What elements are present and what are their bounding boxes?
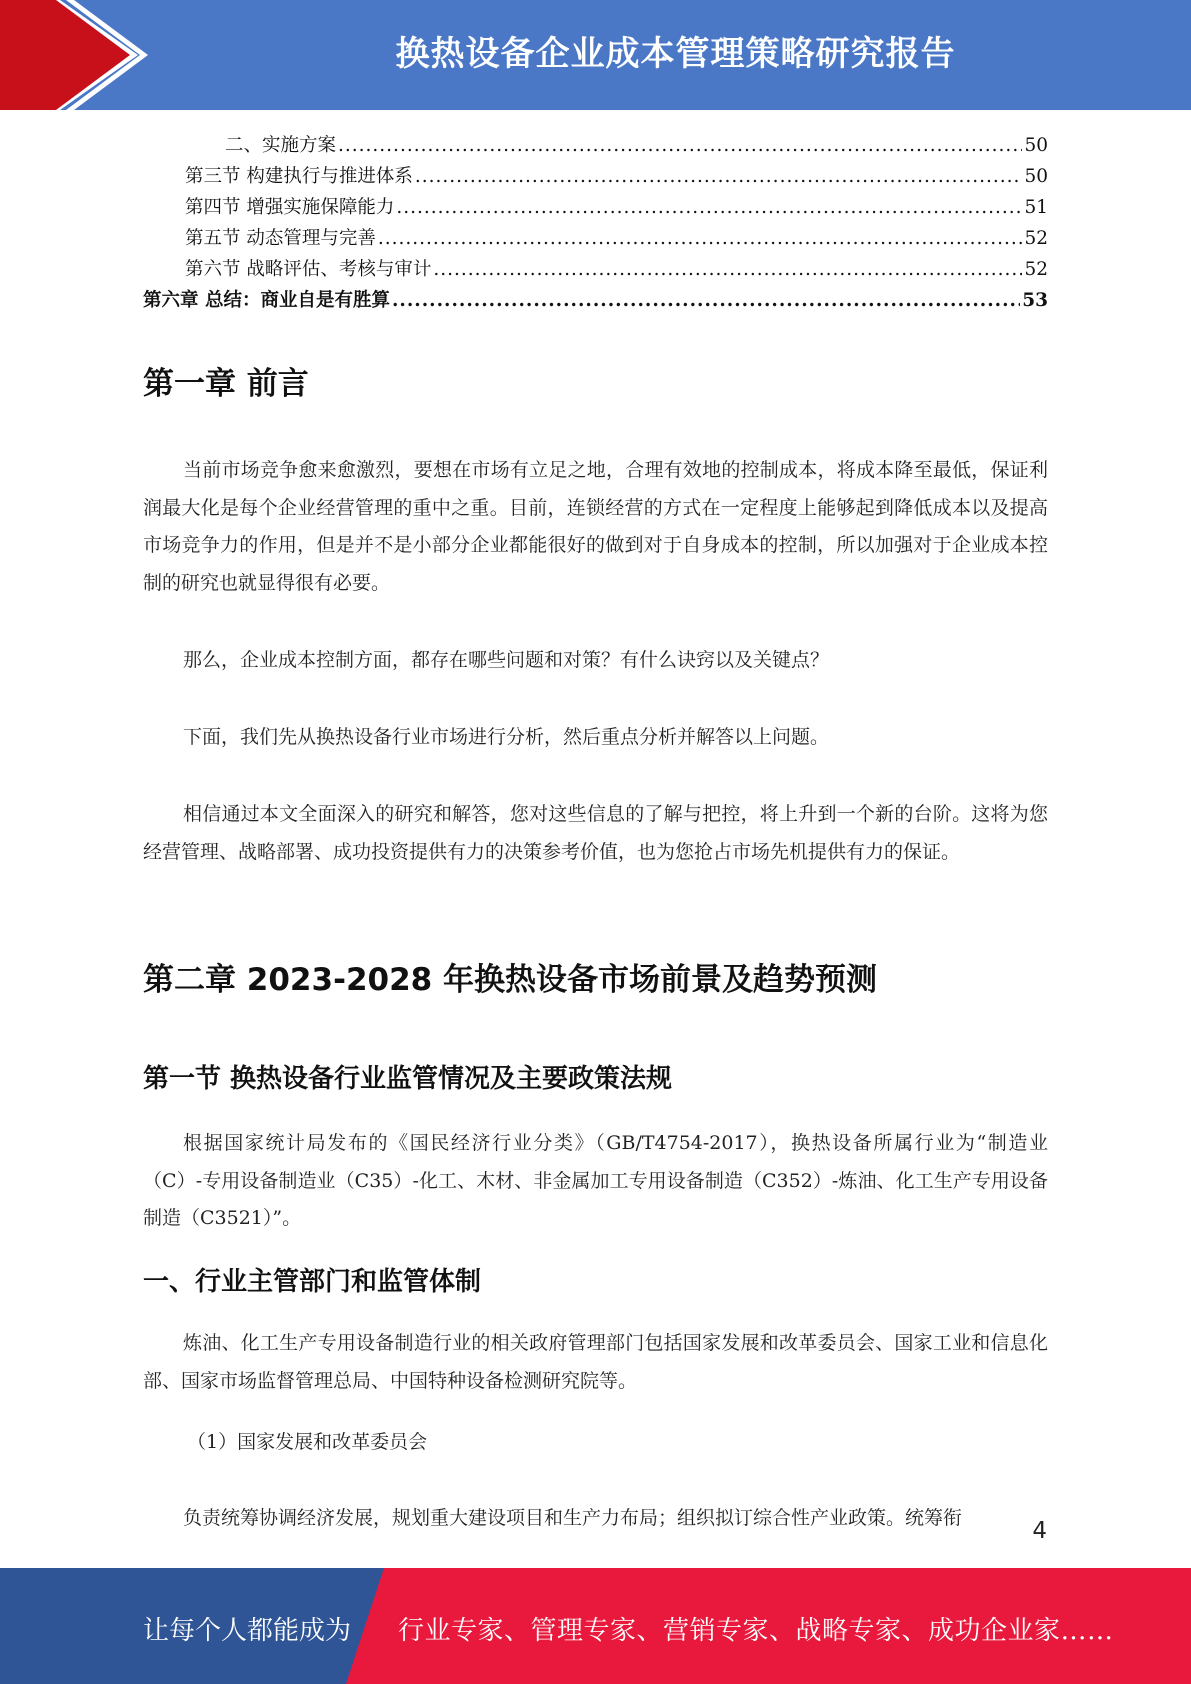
toc-leader-dots	[378, 223, 1023, 254]
toc-entry-page: 51	[1024, 197, 1048, 218]
toc-entry[interactable]	[143, 161, 1048, 192]
toc-entry-page: 53	[1022, 290, 1048, 311]
paragraph: 当前市场竞争愈来愈激烈，要想在市场有立足之地，合理有效地的控制成本，将成本降至最低，保证利润最大化是每个企业经营管理的重中之重。目前，连锁经营的方式在一定程度上能够起到降低成本以及提高市场竞争力的作用，但是并不是小部分企业都能很好的做到对于自身成本的控制，所以加强对于企业成本控制的研究也就显得很有必要。	[143, 459, 1048, 594]
toc-entry-title: 二、实施方案	[225, 135, 337, 156]
toc-entry-page: 50	[1024, 135, 1048, 156]
paragraph: 那么，企业成本控制方面，都存在哪些问题和对策？有什么诀窍以及关键点？	[183, 649, 830, 671]
toc-leader-dots	[433, 254, 1022, 285]
toc-entry-title: 第六章 总结：商业自是有胜算	[143, 290, 390, 311]
footer-slogan-left: 让每个人都能成为	[143, 1616, 352, 1646]
toc-leader-dots	[392, 285, 1020, 316]
toc-entry[interactable]	[143, 130, 1048, 161]
chapter-2-heading: 第二章 2023-2028 年换热设备市场前景及趋势预测	[143, 962, 878, 998]
toc-entry[interactable]	[143, 192, 1048, 223]
footer-slogan-right: 行业专家、管理专家、营销专家、战略专家、成功企业家……	[398, 1616, 1114, 1646]
toc-entry-title: 第六节 战略评估、考核与审计	[185, 259, 432, 280]
table-of-contents	[143, 130, 1048, 316]
toc-entry[interactable]	[143, 285, 1048, 316]
toc-entry-title: 第三节 构建执行与推进体系	[185, 166, 413, 187]
toc-entry[interactable]	[143, 223, 1048, 254]
toc-entry-page: 52	[1024, 228, 1048, 249]
paragraph: 下面，我们先从换热设备行业市场进行分析，然后重点分析并解答以上问题。	[183, 726, 830, 748]
toc-entry-title: 第四节 增强实施保障能力	[185, 197, 395, 218]
paragraph: 相信通过本文全面深入的研究和解答，您对这些信息的了解与把控，将上升到一个新的台阶。这将为您经营管理、战略部署、成功投资提供有力的决策参考价值，也为您抢占市场先机提供有力的保证。	[143, 803, 1048, 863]
list-item: （1）国家发展和改革委员会	[187, 1431, 428, 1453]
page-number: 4	[1032, 1518, 1047, 1544]
paragraph: 负责统筹协调经济发展，规划重大建设项目和生产力布局；组织拟订综合性产业政策。统筹衔	[183, 1507, 963, 1529]
subsection-1-heading: 一、行业主管部门和监管体制	[143, 1267, 482, 1297]
toc-leader-dots	[415, 161, 1023, 192]
section-1-heading: 第一节 换热设备行业监管情况及主要政策法规	[143, 1064, 673, 1094]
chapter-1-heading: 第一章 前言	[143, 366, 309, 402]
toc-entry-page: 52	[1024, 259, 1048, 280]
toc-leader-dots	[396, 192, 1022, 223]
report-title: 换热设备企业成本管理策略研究报告	[395, 34, 956, 74]
header-banner	[0, 0, 1191, 110]
paragraph: 根据国家统计局发布的《国民经济行业分类》（GB/T4754-2017），换热设备所属行业为“制造业（C）-专用设备制造业（C35）-化工、木材、非金属加工专用设备制造（C352）-炼油、化工生产专用设备制造（C3521）”。	[143, 1132, 1048, 1229]
paragraph: 炼油、化工生产专用设备制造行业的相关政府管理部门包括国家发展和改革委员会、国家工业和信息化部、国家市场监督管理总局、中国特种设备检测研究院等。	[143, 1332, 1048, 1392]
toc-entry-title: 第五节 动态管理与完善	[185, 228, 376, 249]
toc-leader-dots	[338, 130, 1022, 161]
header-arrow-decoration	[0, 0, 160, 110]
toc-entry-page: 50	[1024, 166, 1048, 187]
toc-entry[interactable]	[143, 254, 1048, 285]
footer-banner	[0, 1568, 1191, 1684]
